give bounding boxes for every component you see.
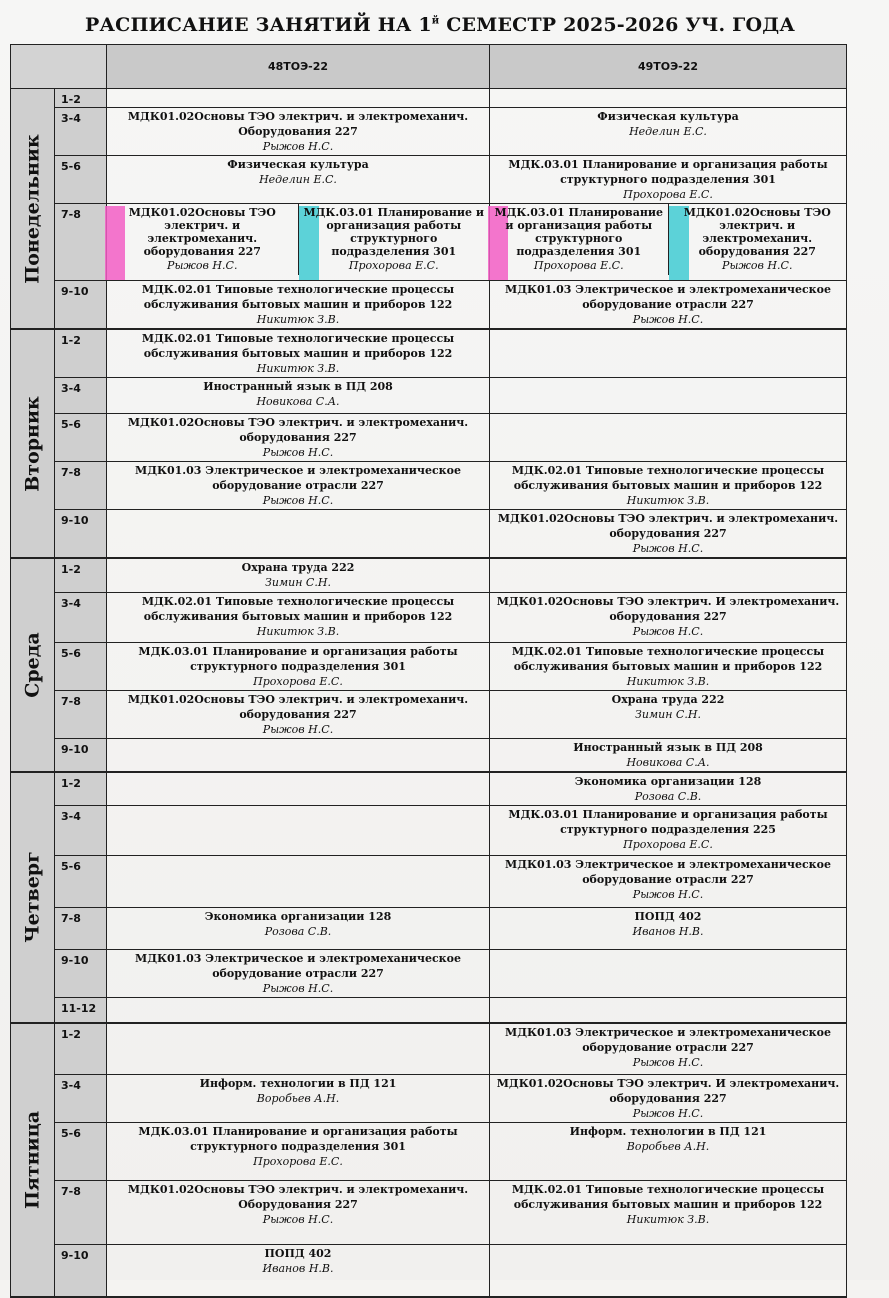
teacher-name: Неделин Е.С.	[259, 173, 337, 186]
schedule-row	[11, 156, 847, 204]
lesson-cell-split-g2	[490, 204, 847, 281]
teacher-name: Никитюк З.В.	[626, 494, 710, 507]
schedule-row	[11, 1181, 847, 1245]
time-slot: 3-4	[55, 592, 107, 642]
schedule-row	[11, 329, 847, 378]
lesson-cell-49toe	[490, 558, 847, 592]
subject-text: Физическая культура	[597, 110, 739, 123]
day-label: Понедельник	[21, 133, 43, 284]
teacher-name: Новикова С.А.	[256, 395, 340, 408]
schedule-row	[11, 998, 847, 1023]
schedule-row	[11, 690, 847, 738]
subject-text: МДК01.03 Электрическое и электромеханическое оборудование отрасли 227	[135, 952, 461, 980]
time-slot: 5-6	[55, 1123, 107, 1181]
teacher-name: Розова С.В.	[264, 925, 332, 938]
schedule-row	[11, 642, 847, 690]
subgroup-lesson-b	[668, 204, 847, 275]
day-wednesday	[11, 558, 55, 772]
teacher-name: Рыжов Н.С.	[262, 494, 334, 507]
lesson-cell-48toe	[107, 1181, 490, 1245]
lesson-cell-49toe	[490, 1023, 847, 1075]
subject-text: Охрана труда 222	[241, 561, 355, 574]
teacher-name: Новикова С.А.	[626, 755, 710, 769]
teacher-name: Прохорова Е.С.	[348, 259, 439, 272]
page-title: РАСПИСАНИЕ ЗАНЯТИЙ НА $1^й$ СЕМЕСТР 2025-2026 УЧ. ГОДА	[85, 14, 795, 36]
lesson-cell-48toe	[107, 642, 490, 690]
schedule-row	[11, 806, 847, 856]
subject-text: МДК01.02Основы ТЭО электрич. и электромеханич. оборудования 227	[497, 512, 839, 540]
subject-text: МДК01.02Основы ТЭО электрич. и электромеханич. Оборудования 227	[127, 110, 469, 138]
subject-text: МДК01.02Основы ТЭО электрич. И электромеханич. оборудования 227	[496, 1077, 840, 1105]
teacher-name: Прохорова Е.С.	[623, 838, 713, 851]
time-slot: 3-4	[55, 806, 107, 856]
lesson-cell-split-g1	[107, 204, 490, 281]
lesson-cell-49toe	[490, 414, 847, 462]
subgroup-lesson-a	[107, 204, 298, 275]
time-slot: 1-2	[55, 558, 107, 592]
teacher-name: Рыжов Н.С.	[632, 624, 704, 638]
schedule-row	[11, 950, 847, 998]
subject-text: МДК.03.01 Планирование и организация работы структурного подразделения 301	[303, 206, 485, 258]
subject-text: МДК01.02Основы ТЭО электрич. и электромеханич. Оборудования 227	[127, 1183, 469, 1211]
lesson-cell-49toe	[490, 950, 847, 998]
subject-text: МДК01.03 Электрическое и электромеханическое оборудование отрасли 227	[505, 858, 831, 886]
subject-text: МДК.02.01 Типовые технологические процессы обслуживания бытовых машин и приборов 122	[141, 332, 455, 360]
subject-text: МДК01.02Основы ТЭО электрич. и электромеханич. оборудования 227	[127, 692, 469, 721]
lesson-cell-48toe	[107, 856, 490, 908]
schedule-row	[11, 592, 847, 642]
time-slot: 9-10	[55, 950, 107, 998]
lesson-cell-49toe	[490, 772, 847, 806]
lesson-cell-49toe	[490, 690, 847, 738]
teacher-name: Воробьев А.Н.	[256, 1092, 340, 1105]
lesson-cell-49toe	[490, 462, 847, 510]
time-slot: 1-2	[55, 329, 107, 378]
day-label: Пятница	[21, 1110, 43, 1209]
teacher-name: Рыжов Н.С.	[262, 1213, 334, 1226]
schedule-row	[11, 204, 847, 281]
time-slot: 9-10	[55, 510, 107, 559]
lesson-cell-49toe	[490, 378, 847, 414]
schedule-row	[11, 772, 847, 806]
subject-text: Иностранный язык в ПД 208	[573, 740, 763, 754]
teacher-name: Зимин С.Н.	[635, 707, 701, 721]
time-slot: 9-10	[55, 1245, 107, 1297]
subject-text: МДК01.02Основы ТЭО электрич. и электромеханич. оборудования 227	[127, 416, 469, 444]
subject-text: Информ. технологии в ПД 121	[569, 1125, 767, 1138]
subject-text: МДК.02.01 Типовые технологические процессы обслуживания бытовых машин и приборов 122	[141, 594, 455, 623]
lesson-cell-49toe	[490, 89, 847, 108]
teacher-name: Рыжов Н.С.	[262, 446, 334, 459]
lesson-cell-49toe	[490, 998, 847, 1023]
subject-text: МДК01.02Основы ТЭО электрич. и электромеханич. оборудования 227	[128, 206, 276, 258]
lesson-cell-49toe	[490, 856, 847, 908]
time-slot: 7-8	[55, 1181, 107, 1245]
day-label: Вторник	[21, 395, 43, 492]
lesson-cell-48toe	[107, 558, 490, 592]
teacher-name: Розова С.В.	[634, 790, 702, 803]
schedule-row	[11, 462, 847, 510]
subject-text: Информ. технологии в ПД 121	[199, 1077, 397, 1090]
teacher-name: Никитюк З.В.	[256, 362, 340, 375]
teacher-name: Воробьев А.Н.	[626, 1140, 710, 1153]
time-slot: 3-4	[55, 1075, 107, 1123]
lesson-cell-48toe	[107, 1023, 490, 1075]
subject-text: Экономика организации 128	[204, 910, 392, 923]
lesson-cell-49toe	[490, 108, 847, 156]
teacher-name: Никитюк З.В.	[626, 674, 710, 688]
time-slot: 11-12	[55, 998, 107, 1023]
time-slot: 7-8	[55, 908, 107, 950]
subject-text: МДК01.02Основы ТЭО электрич. и электромеханич. оборудования 227	[683, 206, 831, 258]
lesson-cell-48toe	[107, 281, 490, 330]
time-slot: 5-6	[55, 414, 107, 462]
lesson-cell-49toe	[490, 908, 847, 950]
schedule-row	[11, 1075, 847, 1123]
time-slot: 7-8	[55, 204, 107, 281]
teacher-name: Никитюк З.В.	[626, 1213, 710, 1226]
teacher-name: Иванов Н.В.	[632, 925, 704, 938]
schedule-row	[11, 510, 847, 559]
subject-text: МДК.03.01 Планирование и организация работы структурного подразделения 301	[138, 1125, 458, 1153]
schedule-row	[11, 414, 847, 462]
teacher-name: Иванов Н.В.	[262, 1262, 334, 1275]
teacher-name: Прохорова Е.С.	[253, 674, 343, 688]
subject-text: ПОПД 402	[264, 1247, 332, 1260]
lesson-cell-48toe	[107, 950, 490, 998]
time-slot: 5-6	[55, 156, 107, 204]
subject-text: Иностранный язык в ПД 208	[203, 380, 393, 393]
lesson-cell-48toe	[107, 738, 490, 772]
lesson-cell-48toe	[107, 1123, 490, 1181]
lesson-cell-48toe	[107, 592, 490, 642]
teacher-name: Никитюк З.В.	[256, 624, 340, 638]
teacher-name: Рыжов Н.С.	[632, 542, 704, 555]
lesson-cell-49toe	[490, 1245, 847, 1297]
time-slot: 5-6	[55, 642, 107, 690]
subject-text: МДК.02.01 Типовые технологические процессы обслуживания бытовых машин и приборов 122	[141, 283, 455, 311]
lesson-cell-48toe	[107, 510, 490, 559]
lesson-cell-48toe	[107, 329, 490, 378]
subject-text: МДК.02.01 Типовые технологические процессы обслуживания бытовых машин и приборов 122	[511, 644, 825, 673]
subgroup-lesson-a	[490, 204, 668, 275]
day-label: Среда	[21, 632, 43, 698]
time-slot: 9-10	[55, 738, 107, 772]
time-slot: 3-4	[55, 108, 107, 156]
subject-text: МДК.03.01 Планирование и организация работы структурного подразделения 301	[138, 644, 458, 673]
teacher-name: Рыжов Н.С.	[632, 313, 704, 326]
lesson-cell-48toe	[107, 908, 490, 950]
time-slot: 5-6	[55, 856, 107, 908]
lesson-cell-49toe	[490, 281, 847, 330]
teacher-name: Рыжов Н.С.	[262, 982, 334, 995]
schedule-table	[10, 44, 847, 1298]
subject-text: ПОПД 402	[634, 910, 702, 923]
lesson-cell-48toe	[107, 1075, 490, 1123]
subject-text: Экономика организации 128	[574, 775, 762, 788]
lesson-cell-49toe	[490, 1181, 847, 1245]
subgroup-split	[490, 204, 846, 275]
subject-text: МДК01.02Основы ТЭО электрич. И электромеханич. оборудования 227	[496, 594, 840, 623]
teacher-name: Рыжов Н.С.	[262, 722, 334, 736]
subject-text: МДК.02.01 Типовые технологические процессы обслуживания бытовых машин и приборов 122	[511, 464, 825, 492]
subgroup-split	[107, 204, 489, 275]
schedule-row	[11, 108, 847, 156]
time-slot: 7-8	[55, 690, 107, 738]
schedule-row	[11, 908, 847, 950]
lesson-cell-48toe	[107, 772, 490, 806]
subject-text: МДК01.03 Электрическое и электромеханическое оборудование отрасли 227	[505, 1025, 831, 1054]
day-label: Четверг	[21, 851, 43, 943]
lesson-cell-49toe	[490, 642, 847, 690]
lesson-cell-48toe	[107, 89, 490, 108]
lesson-cell-48toe	[107, 378, 490, 414]
schedule-row	[11, 1123, 847, 1181]
schedule-row	[11, 856, 847, 908]
lesson-cell-49toe	[490, 806, 847, 856]
subject-text: МДК.02.01 Типовые технологические процессы обслуживания бытовых машин и приборов 122	[511, 1183, 825, 1211]
teacher-name: Рыжов Н.С.	[722, 259, 793, 272]
subject-text: МДК01.03 Электрическое и электромеханическое оборудование отрасли 227	[135, 464, 461, 492]
lesson-cell-48toe	[107, 998, 490, 1023]
lesson-cell-48toe	[107, 108, 490, 156]
day-tuesday	[11, 329, 55, 558]
header-corner	[11, 45, 107, 89]
teacher-name: Прохорова Е.С.	[623, 188, 713, 201]
schedule-row	[11, 738, 847, 772]
teacher-name: Рыжов Н.С.	[632, 888, 704, 901]
day-friday	[11, 1023, 55, 1297]
day-monday	[11, 89, 55, 330]
lesson-cell-49toe	[490, 156, 847, 204]
schedule-row	[11, 281, 847, 330]
teacher-name: Прохорова Е.С.	[533, 259, 624, 272]
lesson-cell-48toe	[107, 1245, 490, 1297]
teacher-name: Рыжов Н.С.	[632, 1107, 704, 1120]
day-thursday	[11, 772, 55, 1023]
lesson-cell-48toe	[107, 806, 490, 856]
lesson-cell-48toe	[107, 462, 490, 510]
lesson-cell-49toe	[490, 329, 847, 378]
time-slot: 1-2	[55, 1023, 107, 1075]
schedule-row	[11, 558, 847, 592]
time-slot: 1-2	[55, 89, 107, 108]
lesson-cell-49toe	[490, 1123, 847, 1181]
lesson-cell-49toe	[490, 1075, 847, 1123]
teacher-name: Зимин С.Н.	[265, 576, 331, 589]
teacher-name: Никитюк З.В.	[256, 313, 340, 326]
time-slot: 9-10	[55, 281, 107, 330]
group-header-49toe: 49ТОЭ-22	[490, 45, 847, 89]
time-slot: 7-8	[55, 462, 107, 510]
teacher-name: Рыжов Н.С.	[632, 1055, 704, 1069]
schedule-row	[11, 1023, 847, 1075]
lesson-cell-49toe	[490, 510, 847, 559]
teacher-name: Рыжов Н.С.	[167, 259, 238, 272]
teacher-name: Прохорова Е.С.	[253, 1155, 343, 1168]
schedule-row	[11, 378, 847, 414]
lesson-cell-48toe	[107, 690, 490, 738]
time-slot: 3-4	[55, 378, 107, 414]
subject-text: МДК.03.01 Планирование и организация работы структурного подразделения 225	[508, 808, 828, 836]
lesson-cell-49toe	[490, 738, 847, 772]
lesson-cell-48toe	[107, 414, 490, 462]
teacher-name: Рыжов Н.С.	[262, 140, 334, 153]
time-slot: 1-2	[55, 772, 107, 806]
lesson-cell-49toe	[490, 592, 847, 642]
schedule-row	[11, 89, 847, 108]
subject-text: МДК.03.01 Планирование и организация работы структурного подразделения 301	[508, 158, 828, 186]
subgroup-lesson-b	[298, 204, 490, 275]
subject-text: Охрана труда 222	[611, 692, 725, 706]
subject-text: Физическая культура	[227, 158, 369, 171]
subject-text: МДК.03.01 Планирование и организация работы структурного подразделения 301	[494, 206, 664, 258]
lesson-cell-48toe	[107, 156, 490, 204]
subject-text: МДК01.03 Электрическое и электромеханическое оборудование отрасли 227	[505, 283, 831, 311]
group-header-48toe: 48ТОЭ-22	[107, 45, 490, 89]
schedule-row	[11, 1245, 847, 1297]
teacher-name: Неделин Е.С.	[629, 125, 707, 138]
